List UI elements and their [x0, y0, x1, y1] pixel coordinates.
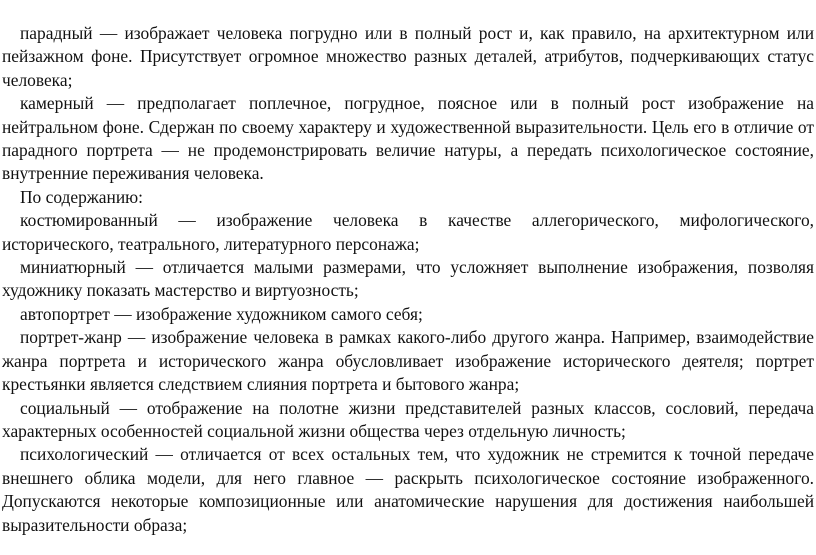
paragraph-by-content-heading: По содержанию: [20, 186, 143, 207]
paragraph-genre-portrait: портрет-жанр — изображение человека в рамках какого-либо другого жанра. Например, взаимодействие жанра портрета и исторического жанра обусловливает изображение исторического деятеля; портрет крестьянки является следствием слияния портрета и бытового жанра; [2, 327, 814, 395]
paragraph-social-portrait: социальный — отображение на полотне жизни представителей разных классов, сословий, передача характерных особенностей социальной жизни общества через отдельную личность; [2, 397, 814, 441]
document-page [2, 22, 814, 537]
paragraph-chamber-portrait: камерный — предполагает поплечное, погрудное, поясное или в полный рост изображение на нейтральном фоне. Сдержан по своему характеру и художественной выразительности. Цель его в отличие от парадного портрета — не продемонстрировать величие натуры, а передать психологическое состояние, внутренние переживания человека. [2, 93, 814, 184]
paragraph-psychological-portrait: психологический — отличается от всех остальных тем, что художник не стремится к точной передаче внешнего облика модели, для него главное — раскрыть психологическое состояние изображенного. Допускаются некоторые композиционные или анатомические нарушения для достижения наибольшей выразительности образа; [2, 444, 814, 535]
paragraph-formal-portrait: парадный — изображает человека погрудно или в полный рост и, как правило, на архитектурном или пейзажном фоне. Присутствует огромное множество разных деталей, атрибутов, подчеркивающих статус человека; [2, 23, 814, 90]
paragraph-self-portrait: автопортрет — изображение художником самого себя; [20, 303, 423, 324]
paragraph-costume-portrait: костюмированный — изображение человека в качестве аллегорического, мифологического, исторического, театрального, литературного персонажа; [2, 210, 814, 254]
paragraph-miniature-portrait: миниатюрный — отличается малыми размерами, что усложняет выполнение изображения, позволяя художнику показать мастерство и виртуозность; [2, 257, 814, 301]
